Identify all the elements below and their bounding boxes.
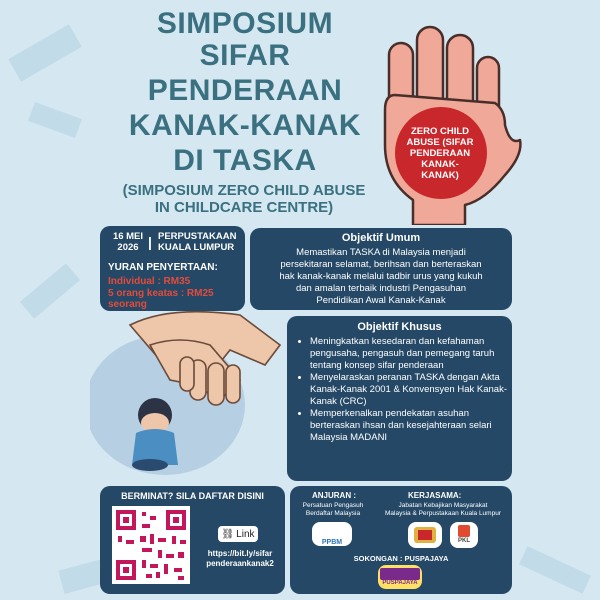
hands-and-child-illustration <box>90 305 290 485</box>
url-line: penderaankanak2 <box>206 559 274 568</box>
badge-line: ABUSE (SIFAR <box>406 137 474 148</box>
badge-line: ZERO CHILD <box>410 126 470 137</box>
objektif-umum-line: Pendidikan Awal Kanak-Kanak <box>316 295 446 306</box>
puspajaya-logo-text: PUSPAJAYA <box>382 580 418 586</box>
ppbm-logo <box>312 522 352 546</box>
date-line: 2026 <box>117 242 139 253</box>
objektif-khusus-list <box>295 336 520 444</box>
objektif-khusus-item: • Meningkatkan kesedaran dan kefahaman pengusaha, pengasuh dan pemegang taruh tentang konsep sifar penderaan <box>310 336 520 372</box>
pkl-logo-text: PKL <box>458 538 470 544</box>
kerjasama-orgs <box>378 502 508 518</box>
objektif-umum-line: Memastikan TASKA di Malaysia menjadi <box>296 247 466 258</box>
link-button[interactable] <box>218 526 258 542</box>
objektif-khusus-panel <box>287 316 512 481</box>
objektif-khusus-item: • Menyelaraskan peranan TASKA dengan Akta Kanak-Kanak 2001 & Konvensyen Hak Kanak-Kanak (CRC) <box>310 372 520 408</box>
register-panel <box>100 486 285 594</box>
date-line: 16 MEI <box>112 231 144 242</box>
badge-line: KANAK) <box>421 170 459 181</box>
fee-group-unit: seorang <box>108 299 147 310</box>
sokongan-heading: SOKONGAN : PUSPAJAYA <box>353 554 449 563</box>
kerjasama-heading: KERJASAMA: <box>408 491 462 500</box>
badge-line: KANAK- <box>421 159 459 170</box>
bg-shard <box>519 546 591 594</box>
title-line: PENDERAAN <box>147 74 343 107</box>
pkl-emblem-icon <box>458 525 470 537</box>
objektif-khusus-item: • Memperkenalkan pendekatan asuhan berteraskan ihsan dan kesejahteraan selari Malaysia MADANI <box>310 408 520 444</box>
venue-line: KUALA LUMPUR <box>158 242 235 253</box>
ppbm-logo-text: PPBM <box>321 539 343 546</box>
fee-group: 5 orang keatas : RM25 <box>108 288 214 299</box>
link-button-label: Link <box>236 528 255 540</box>
url-line: https://bit.ly/sifar <box>207 549 273 558</box>
title-line: SIFAR <box>199 39 291 72</box>
title-line: KANAK-KANAK <box>128 109 362 142</box>
date-venue-separator: | <box>148 234 152 250</box>
badge-line: PENDERAAN <box>409 148 471 159</box>
objektif-umum-line: dan amalan terbaik industri Pengasuhan <box>295 283 467 294</box>
objektif-umum-heading: Objektif Umum <box>341 232 421 244</box>
raised-hand-illustration <box>355 15 525 225</box>
subtitle-line: IN CHILDCARE CENTRE) <box>154 199 334 216</box>
anjuran-heading: ANJURAN : <box>312 491 356 500</box>
puspajaya-logo <box>378 565 422 589</box>
event-venue <box>158 231 236 253</box>
anjuran-org <box>300 502 366 518</box>
bg-shard <box>20 263 80 318</box>
title-line: SIMPOSIUM <box>156 7 334 40</box>
pkl-logo <box>450 522 478 548</box>
zero-child-abuse-badge <box>398 126 482 181</box>
link-icon: ⛓ <box>221 528 235 540</box>
anjuran-org-line: Persatuan Pengasuh <box>302 502 364 509</box>
objektif-khusus-heading: Objektif Khusus <box>357 321 442 333</box>
event-date <box>108 231 148 253</box>
kerjasama-line: Jabatan Kebajikan Masyarakat <box>398 502 488 509</box>
register-heading: BERMINAT? SILA DAFTAR DISINI <box>121 491 264 501</box>
subtitle-line: (SIMPOSIUM ZERO CHILD ABUSE <box>122 182 366 199</box>
jkm-crest-icon <box>408 522 442 548</box>
organizers-panel <box>290 486 512 594</box>
objektif-umum-line: persekitaran selamat, berihsan dan berteraskan <box>280 259 482 270</box>
fee-individual: Individual : RM35 <box>108 276 191 287</box>
anjuran-org-line: Berdaftar Malaysia <box>305 510 361 517</box>
venue-line: PERPUSTAKAAN <box>158 231 237 242</box>
bg-shard <box>28 102 82 138</box>
kerjasama-line: Malaysia & Perpustakaan Kuala Lumpur <box>385 510 501 517</box>
bg-shard <box>8 24 82 82</box>
register-url[interactable] <box>200 549 280 569</box>
jkm-logo <box>408 522 442 548</box>
objektif-umum-line: hak kanak-kanak melalui tadbir urus yang kukuh <box>279 271 483 282</box>
objektif-umum-panel <box>250 228 512 310</box>
qr-code[interactable] <box>112 506 190 584</box>
event-info-panel <box>100 226 245 311</box>
fee-heading: YURAN PENYERTAAN: <box>108 262 218 273</box>
puspajaya-emblem-icon <box>380 568 420 580</box>
objektif-umum-text <box>250 247 512 307</box>
title-line: DI TASKA <box>173 144 317 177</box>
